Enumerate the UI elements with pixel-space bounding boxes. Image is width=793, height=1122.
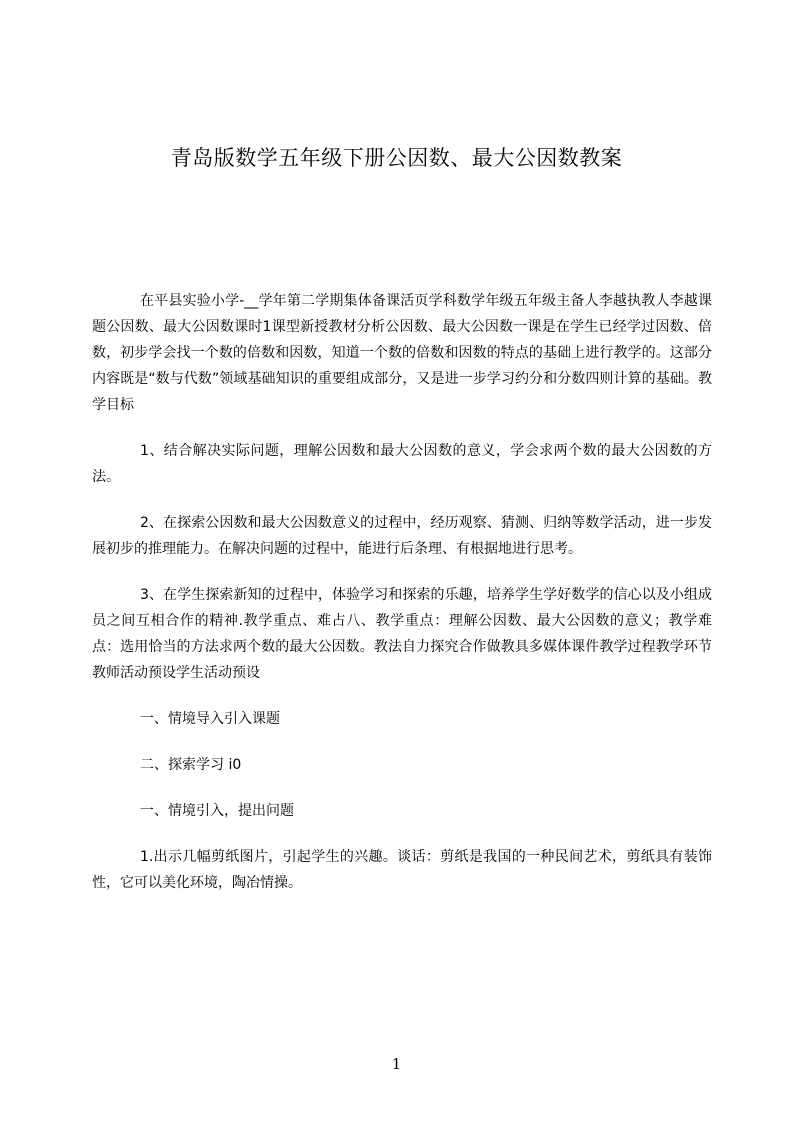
section-heading-1: 一、情境导入引入课题: [140, 711, 280, 727]
objective-2: 2、在探索公因数和最大公因数意义的过程中，经历观察、猜测、归纳等数学活动，进一步发展初步的推理能力。在解决问题的过程中，能进行后条理、有根据地进行思考。: [92, 515, 712, 557]
objective-3: 3、在学生探索新知的过程中，体验学习和探索的乐趣，培养学生学好数学的信心以及小组成员之间互相合作的精神.教学重点、难占八、教学重点：理解公因数、最大公因数的意义；教学难点：选用恰当的方法求两个数的最大公因数。教法自力探究合作做教具多媒体课件教学过程教学环节教师活动预设学生活动预设: [92, 587, 712, 681]
step-1-paragraph: 1.出示几幅剪纸图片，引起学生的兴趣。谈话：剪纸是我国的一种民间艺术，剪纸具有装饰性，它可以美化环境，陶冶情操。: [92, 849, 712, 891]
document-body: [92, 288, 712, 916]
objective-1: 1、结合解决实际问题，理解公因数和最大公因数的意义，学会求两个数的最大公因数的方法。: [92, 443, 712, 485]
page-number: 1: [391, 1055, 402, 1073]
section-heading-3: 一、情境引入，提出问题: [140, 803, 294, 819]
section-heading-2: 二、探索学习 i0: [140, 757, 242, 773]
intro-paragraph: 在平县实验小学-__学年第二学期集体备课活页学科数学年级五年级主备人李越执教人李越课题公因数、最大公因数课时1课型新授教材分析公因数、最大公因数一课是在学生已经学过因数、倍数，初步学会找一个数的倍数和因数，知道一个数的倍数和因数的特点的基础上进行教学的。这部分内容既是“数与代数”领域基础知识的重要组成部分，又是进一步学习约分和分数四则计算的基础。教学目标: [92, 293, 712, 413]
document-title: 青岛版数学五年级下册公因数、最大公因数教案: [170, 146, 623, 170]
